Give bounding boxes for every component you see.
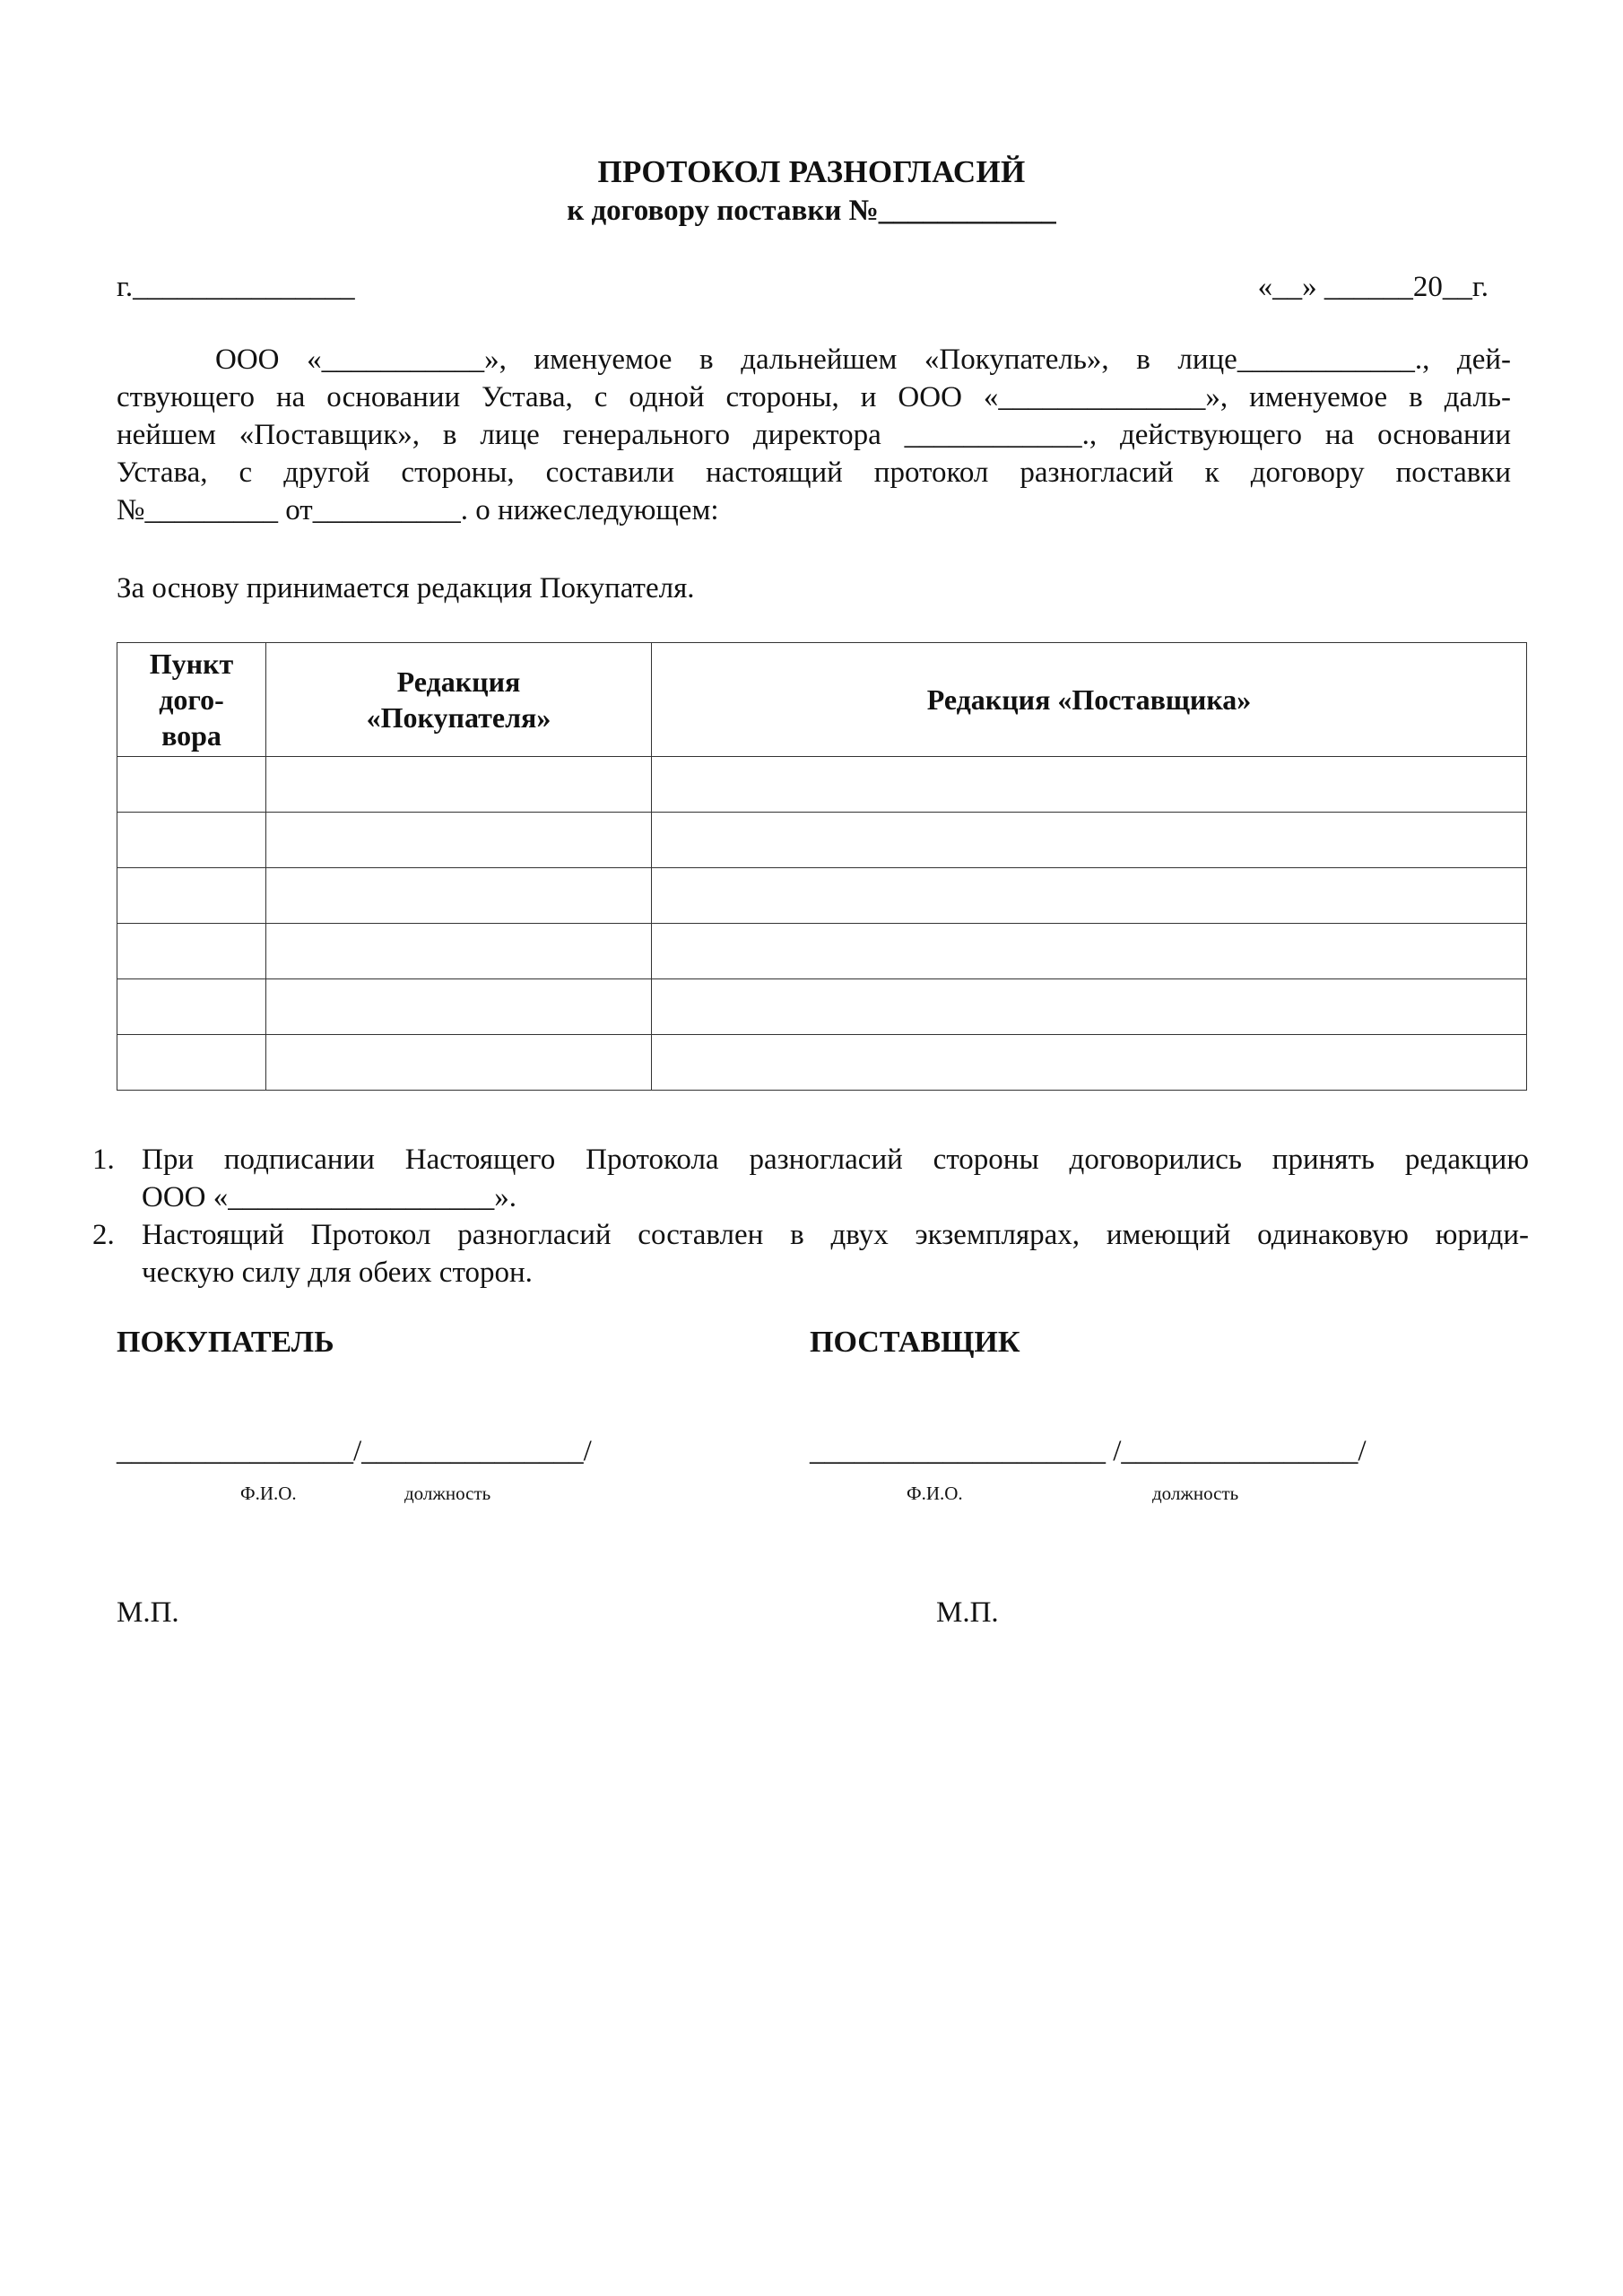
clause-line: При подписании Настоящего Протокола разногласий стороны договорились принять редакцию bbox=[142, 1144, 1529, 1176]
clause-line: ческую силу для обеих сторон. bbox=[142, 1257, 533, 1289]
table-cell[interactable] bbox=[266, 1035, 652, 1091]
table-row bbox=[117, 924, 1527, 979]
table-row bbox=[117, 868, 1527, 924]
buyer-stamp-place: М.П. bbox=[117, 1596, 179, 1629]
clause-line: Настоящий Протокол разногласий составлен в двух экземплярах, имеющий одинаковую юриди- bbox=[142, 1219, 1529, 1251]
buyer-fio-caption: Ф.И.О. bbox=[240, 1483, 297, 1504]
header-supplier-version: Редакция «Поставщика» bbox=[652, 643, 1527, 757]
table-cell[interactable] bbox=[266, 924, 652, 979]
clause-line: ООО «__________________». bbox=[142, 1181, 516, 1213]
table-cell[interactable] bbox=[117, 924, 266, 979]
intro-line: ООО «___________», именуемое в дальнейшем «Покупатель», в лице____________., дей- bbox=[215, 344, 1511, 376]
document-title: ПРОТОКОЛ РАЗНОГЛАСИЙ bbox=[597, 154, 1026, 189]
table-cell[interactable] bbox=[117, 757, 266, 813]
city-field: г._______________ bbox=[117, 271, 355, 303]
table-cell[interactable] bbox=[652, 924, 1527, 979]
buyer-label: ПОКУПАТЕЛЬ bbox=[117, 1326, 334, 1359]
table-cell[interactable] bbox=[652, 979, 1527, 1035]
table-cell[interactable] bbox=[117, 868, 266, 924]
supplier-stamp-place: М.П. bbox=[936, 1596, 999, 1629]
list-item bbox=[85, 1141, 1529, 1216]
intro-line: №_________ от__________. о нижеследующем: bbox=[117, 494, 719, 526]
table-cell[interactable] bbox=[266, 757, 652, 813]
table-cell[interactable] bbox=[117, 813, 266, 868]
table-cell[interactable] bbox=[652, 813, 1527, 868]
supplier-label: ПОСТАВЩИК bbox=[810, 1326, 1020, 1359]
intro-paragraph bbox=[117, 341, 1511, 529]
basis-statement: За основу принимается редакция Покупателя. bbox=[117, 572, 695, 604]
table-row bbox=[117, 979, 1527, 1035]
table-cell[interactable] bbox=[652, 757, 1527, 813]
clause-number: 1. bbox=[92, 1144, 115, 1176]
table-cell[interactable] bbox=[652, 1035, 1527, 1091]
intro-line: ствующего на основании Устава, с одной стороны, и ООО «______________», именуемое в даль- bbox=[117, 381, 1511, 413]
intro-line: нейшем «Поставщик», в лице генерального директора ____________., действующего на основании bbox=[117, 419, 1511, 451]
table-cell[interactable] bbox=[266, 813, 652, 868]
supplier-signature-line: ____________________ /________________/ bbox=[810, 1435, 1367, 1467]
intro-line: Устава, с другой стороны, составили настоящий протокол разногласий к договору поставки bbox=[117, 457, 1511, 489]
table-cell[interactable] bbox=[266, 979, 652, 1035]
table-cell[interactable] bbox=[652, 868, 1527, 924]
header-contract-clause: Пункт дого- вора bbox=[117, 643, 266, 757]
clause-number: 2. bbox=[92, 1219, 115, 1251]
date-field: «__» ______20__г. bbox=[1257, 271, 1488, 303]
header-buyer-version: Редакция «Покупателя» bbox=[266, 643, 652, 757]
table-header-row bbox=[117, 643, 1527, 757]
buyer-position-caption: должность bbox=[404, 1483, 491, 1504]
document-subtitle: к договору поставки №____________ bbox=[567, 195, 1056, 227]
disagreement-table bbox=[117, 642, 1527, 1091]
list-item bbox=[85, 1216, 1529, 1292]
table-row bbox=[117, 1035, 1527, 1091]
supplier-fio-caption: Ф.И.О. bbox=[907, 1483, 963, 1504]
table-cell[interactable] bbox=[266, 868, 652, 924]
buyer-signature-line: ________________/_______________/ bbox=[117, 1435, 592, 1467]
table-cell[interactable] bbox=[117, 979, 266, 1035]
clauses-list bbox=[85, 1141, 1529, 1292]
supplier-position-caption: должность bbox=[1152, 1483, 1239, 1504]
table-row bbox=[117, 757, 1527, 813]
table-row bbox=[117, 813, 1527, 868]
table-cell[interactable] bbox=[117, 1035, 266, 1091]
